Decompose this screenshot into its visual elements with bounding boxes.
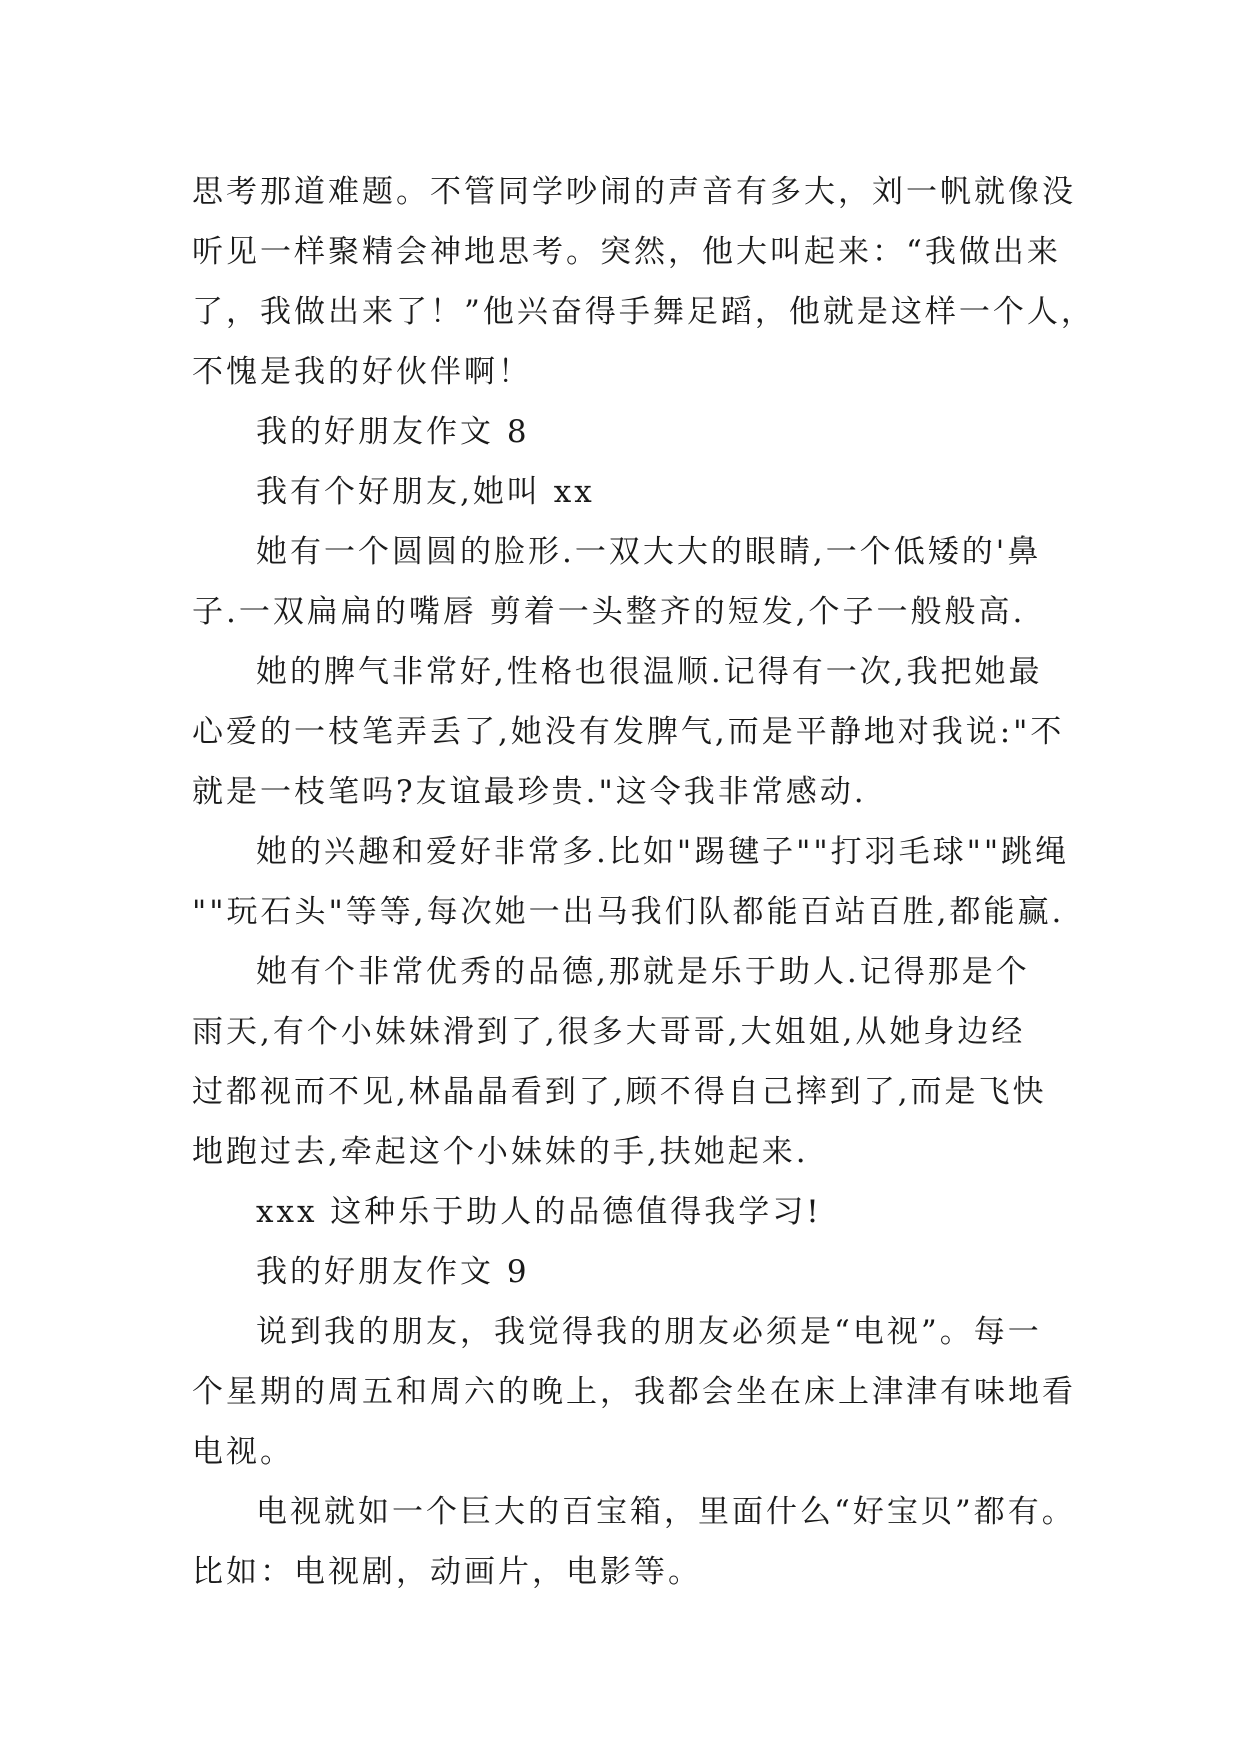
text-line: 就是一枝笔吗?友谊最珍贵."这令我非常感动. [192, 774, 867, 810]
text-line: 个星期的周五和周六的晚上，我都会坐在床上津津有味地看 [192, 1374, 1076, 1410]
text-line: 过都视而不见,林晶晶看到了,顾不得自己摔到了,而是飞快 [192, 1074, 1047, 1110]
text-line: 雨天,有个小妹妹滑到了,很多大哥哥,大姐姐,从她身边经 [192, 1014, 1026, 1050]
text-line: 电视。 [192, 1434, 294, 1470]
text-line: 比如：电视剧，动画片，电影等。 [192, 1554, 702, 1590]
text-line: 电视就如一个巨大的百宝箱，里面什么“好宝贝”都有。 [256, 1494, 1076, 1530]
text-line: 我的好朋友作文 9 [256, 1254, 530, 1290]
text-line: 说到我的朋友，我觉得我的朋友必须是“电视”。每一 [256, 1314, 1042, 1350]
text-line: 她的脾气非常好,性格也很温顺.记得有一次,我把她最 [256, 654, 1043, 690]
text-line: 子.一双扁扁的嘴唇 剪着一头整齐的短发,个子一般般高. [192, 594, 1026, 630]
text-line: 她的兴趣和爱好非常多.比如"踢毽子""打羽毛球""跳绳 [256, 834, 1070, 870]
text-line: 听见一样聚精会神地思考。突然，他大叫起来：“我做出来 [192, 234, 1061, 270]
text-line: xxx 这种乐于助人的品德值得我学习! [256, 1194, 822, 1230]
text-line: ""玩石头"等等,每次她一出马我们队都能百站百胜,都能赢. [192, 894, 1065, 930]
document-body [192, 162, 1095, 1602]
text-line: 她有一个圆圆的脸形.一双大大的眼睛,一个低矮的'鼻 [256, 534, 1042, 570]
text-line: 心爱的一枝笔弄丢了,她没有发脾气,而是平静地对我说:"不 [192, 714, 1065, 750]
text-line: 不愧是我的好伙伴啊！ [192, 354, 532, 390]
text-line: 思考那道难题。不管同学吵闹的声音有多大，刘一帆就像没 [192, 174, 1076, 210]
text-line: 我的好朋友作文 8 [256, 414, 530, 450]
text-line: 她有个非常优秀的品德,那就是乐于助人.记得那是个 [256, 954, 1030, 990]
text-line: 地跑过去,牵起这个小妹妹的手,扶她起来. [192, 1134, 809, 1170]
text-line: 我有个好朋友,她叫 xx [256, 474, 595, 510]
text-line: 了，我做出来了！”他兴奋得手舞足蹈，他就是这样一个人， [192, 294, 1095, 330]
